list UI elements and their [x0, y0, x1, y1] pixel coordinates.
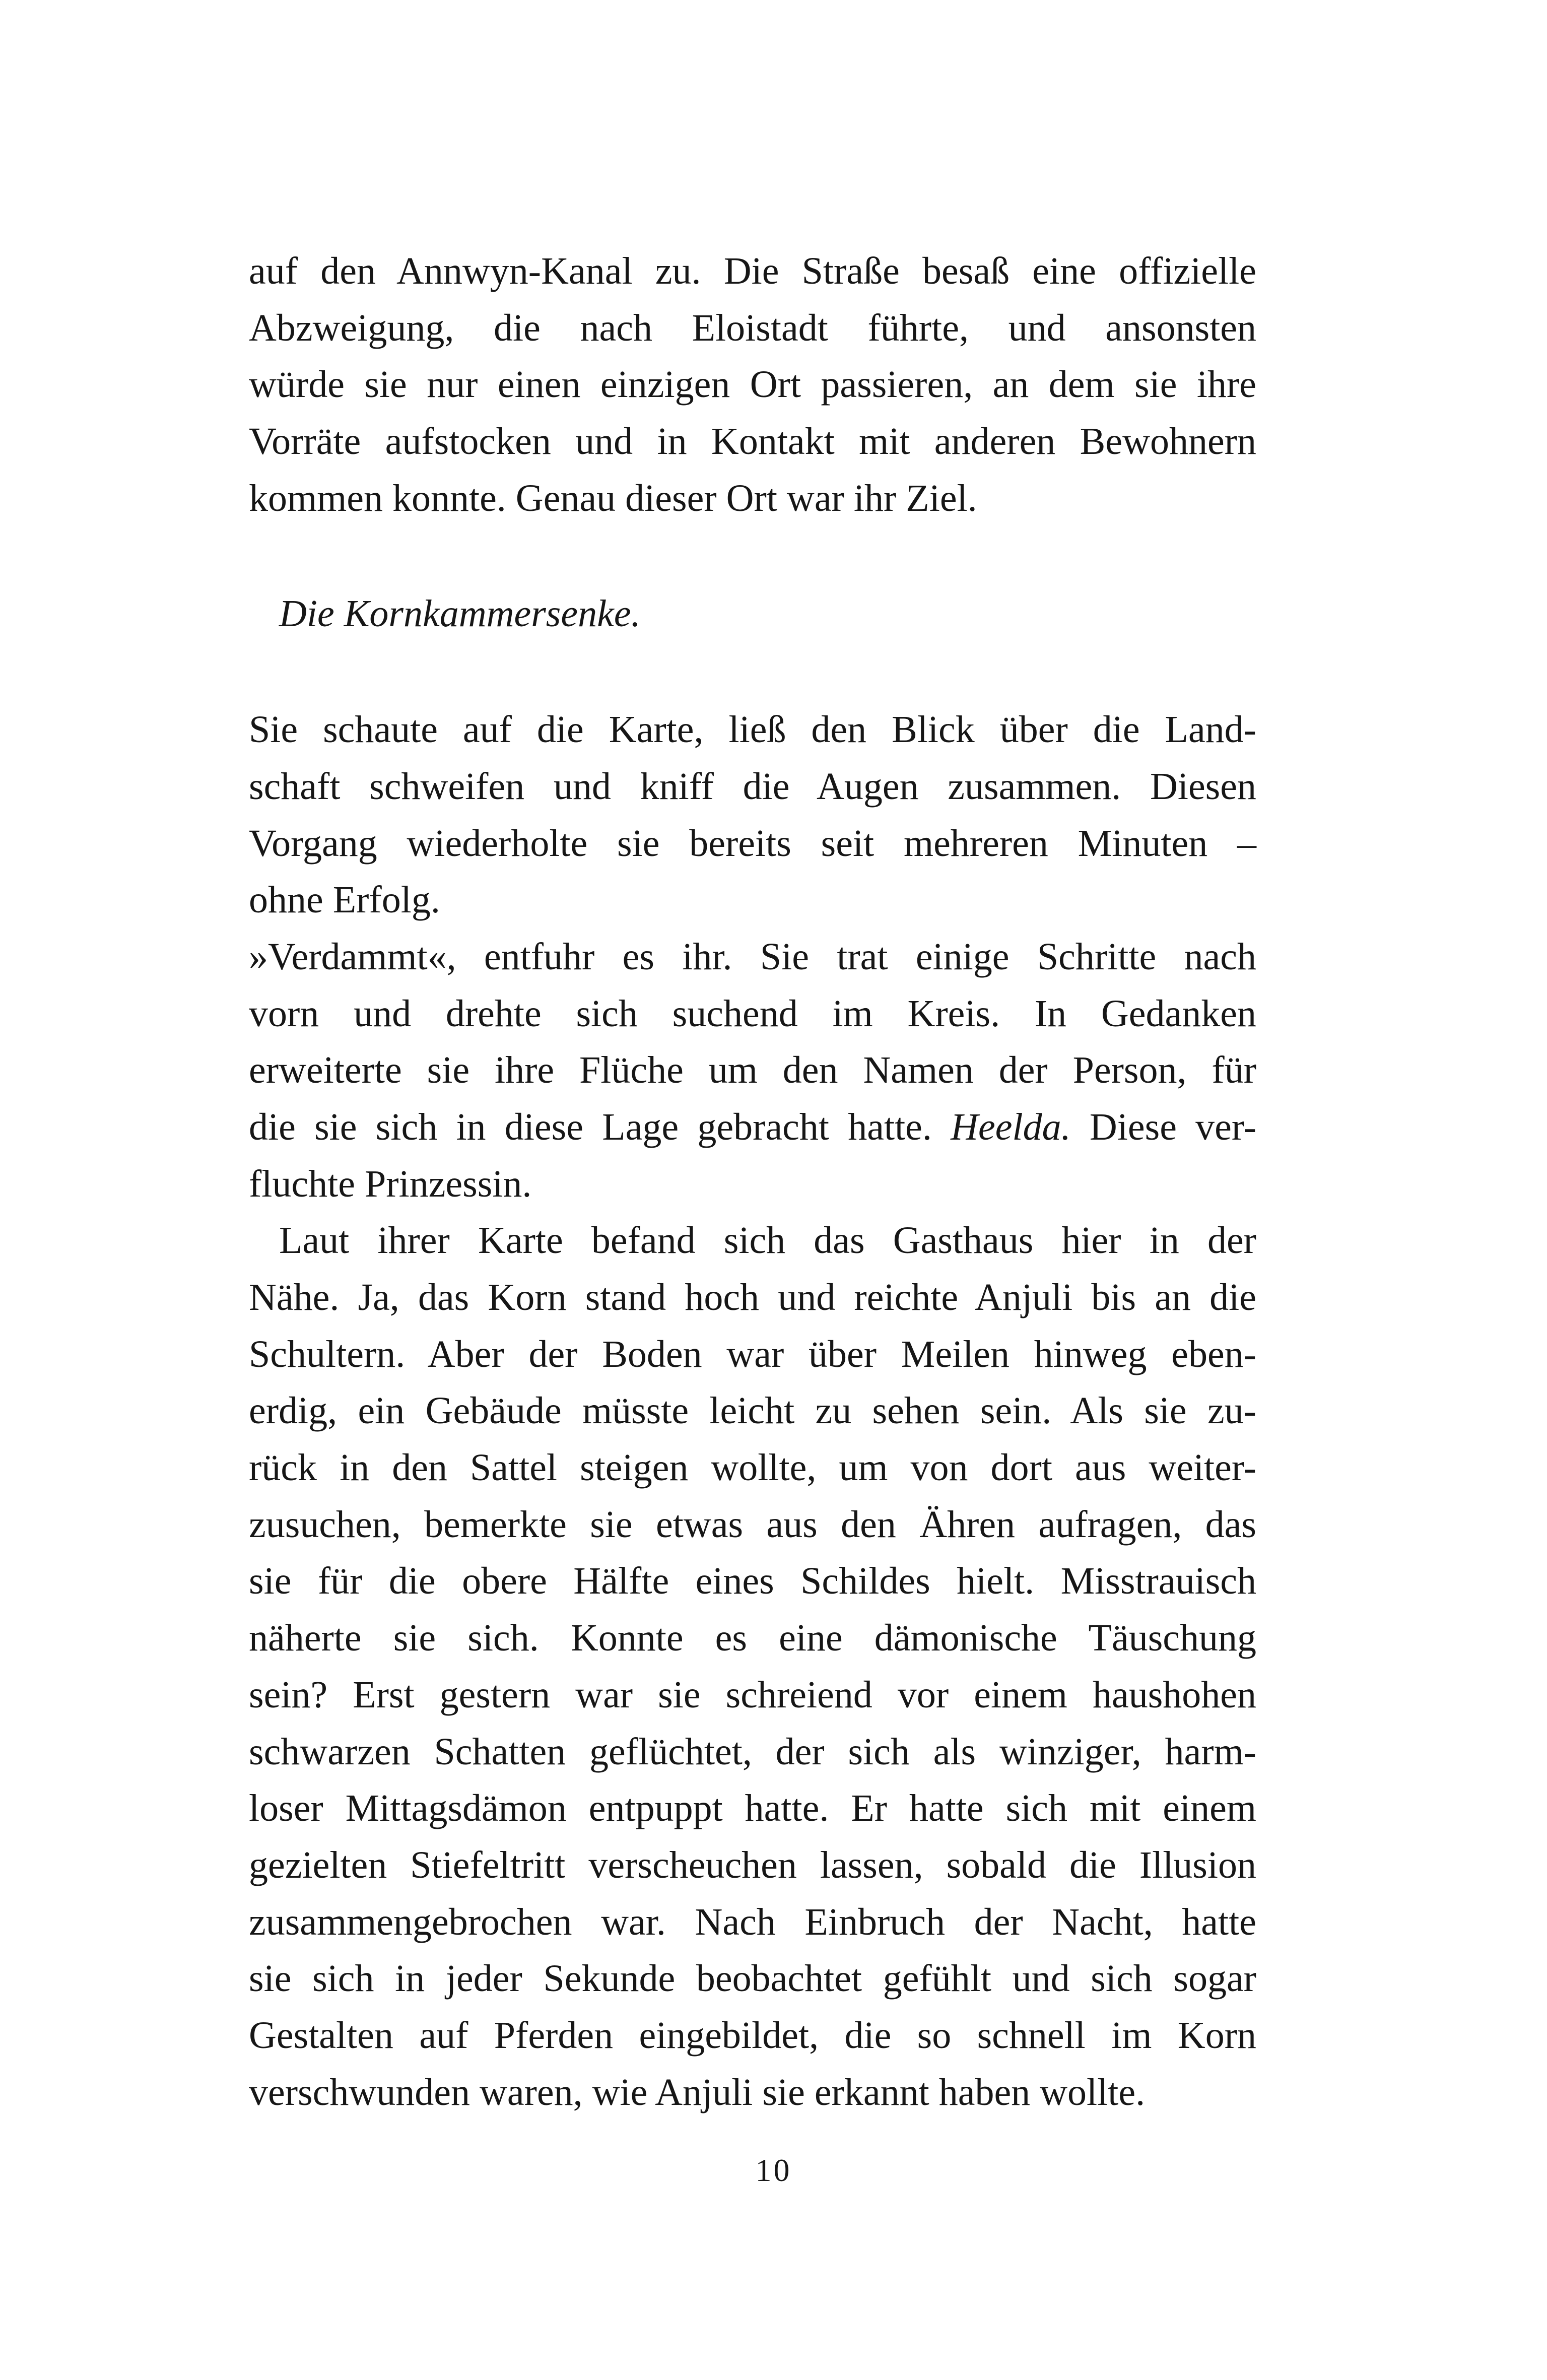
section-gap — [249, 642, 1256, 701]
page-body — [249, 243, 1256, 2121]
text-run: die sie sich in diese Lage gebracht hatte. — [249, 1105, 951, 1148]
text-line: Vorgang wiederholte sie bereits seit mehreren Minuten – — [249, 822, 1256, 865]
text-line: zusammengebrochen war. Nach Einbruch der Nacht, hatte — [249, 1900, 1256, 1943]
text-line: würde sie nur einen einzigen Ort passieren, an dem sie ihre — [249, 363, 1256, 406]
paragraph-3 — [249, 929, 1256, 1212]
text-line: schaft schweifen und kniff die Augen zusammen. Diesen — [249, 765, 1256, 808]
text-line: sie für die obere Hälfte eines Schildes hielt. Misstrauisch — [249, 1560, 1256, 1603]
text-line: Schultern. Aber der Boden war über Meilen hinweg eben- — [249, 1333, 1256, 1375]
text-run: Diese ver- — [1070, 1105, 1257, 1148]
text-line: auf den Annwyn-Kanal zu. Die Straße besaß eine offizielle — [249, 250, 1256, 292]
text-line: Sie schaute auf die Karte, ließ den Blick über die Land- — [249, 708, 1256, 751]
text-line: sein? Erst gestern war sie schreiend vor einem haushohen — [249, 1673, 1256, 1716]
text-line: schwarzen Schatten geflüchtet, der sich als winziger, harm- — [249, 1730, 1256, 1773]
text-line: verschwunden waren, wie Anjuli sie erkannt haben wollte. — [249, 2071, 1146, 2113]
text-line: Nähe. Ja, das Korn stand hoch und reichte Anjuli bis an die — [249, 1276, 1256, 1319]
text-line: zusuchen, bemerkte sie etwas aus den Ähren aufragen, das — [249, 1503, 1256, 1546]
text-line: erdig, ein Gebäude müsste leicht zu sehen sein. Als sie zu- — [249, 1390, 1256, 1432]
text-line: sie sich in jeder Sekunde beobachtet gefühlt und sich sogar — [249, 1957, 1256, 2000]
emphasized-name: Heelda. — [951, 1105, 1071, 1148]
text-line: näherte sie sich. Konnte es eine dämonische Täuschung — [249, 1617, 1256, 1660]
text-line-mixed — [249, 1099, 1256, 1156]
text-line: Abzweigung, die nach Eloistadt führte, und ansonsten — [249, 306, 1256, 349]
text-line: »Verdammt«, entfuhr es ihr. Sie trat einige Schritte nach — [249, 935, 1256, 978]
text-line: loser Mittagsdämon entpuppt hatte. Er hatte sich mit einem — [249, 1787, 1256, 1830]
paragraph-2 — [249, 701, 1256, 929]
text-line: fluchte Prinzessin. — [249, 1162, 532, 1205]
page-number: 10 — [755, 2152, 792, 2188]
text-line: ohne Erfolg. — [249, 879, 440, 921]
paragraph-4 — [249, 1212, 1256, 2121]
section-gap — [249, 526, 1256, 585]
paragraph-1 — [249, 243, 1256, 526]
text-line: gezielten Stiefeltritt verscheuchen lassen, sobald die Illusion — [249, 1843, 1256, 1886]
text-line: Vorräte aufstocken und in Kontakt mit anderen Bewohnern — [249, 420, 1256, 463]
text-line: vorn und drehte sich suchend im Kreis. In Gedanken — [249, 992, 1256, 1035]
section-heading: Die Kornkammersenke. — [279, 592, 641, 635]
text-line: kommen konnte. Genau dieser Ort war ihr Ziel. — [249, 477, 977, 519]
text-line: rück in den Sattel steigen wollte, um von dort aus weiter- — [249, 1446, 1256, 1489]
text-line: Laut ihrer Karte befand sich das Gasthaus hier in der — [279, 1219, 1256, 1262]
text-line: erweiterte sie ihre Flüche um den Namen der Person, für — [249, 1049, 1256, 1092]
text-line: Gestalten auf Pferden eingebildet, die so schnell im Korn — [249, 2014, 1256, 2057]
